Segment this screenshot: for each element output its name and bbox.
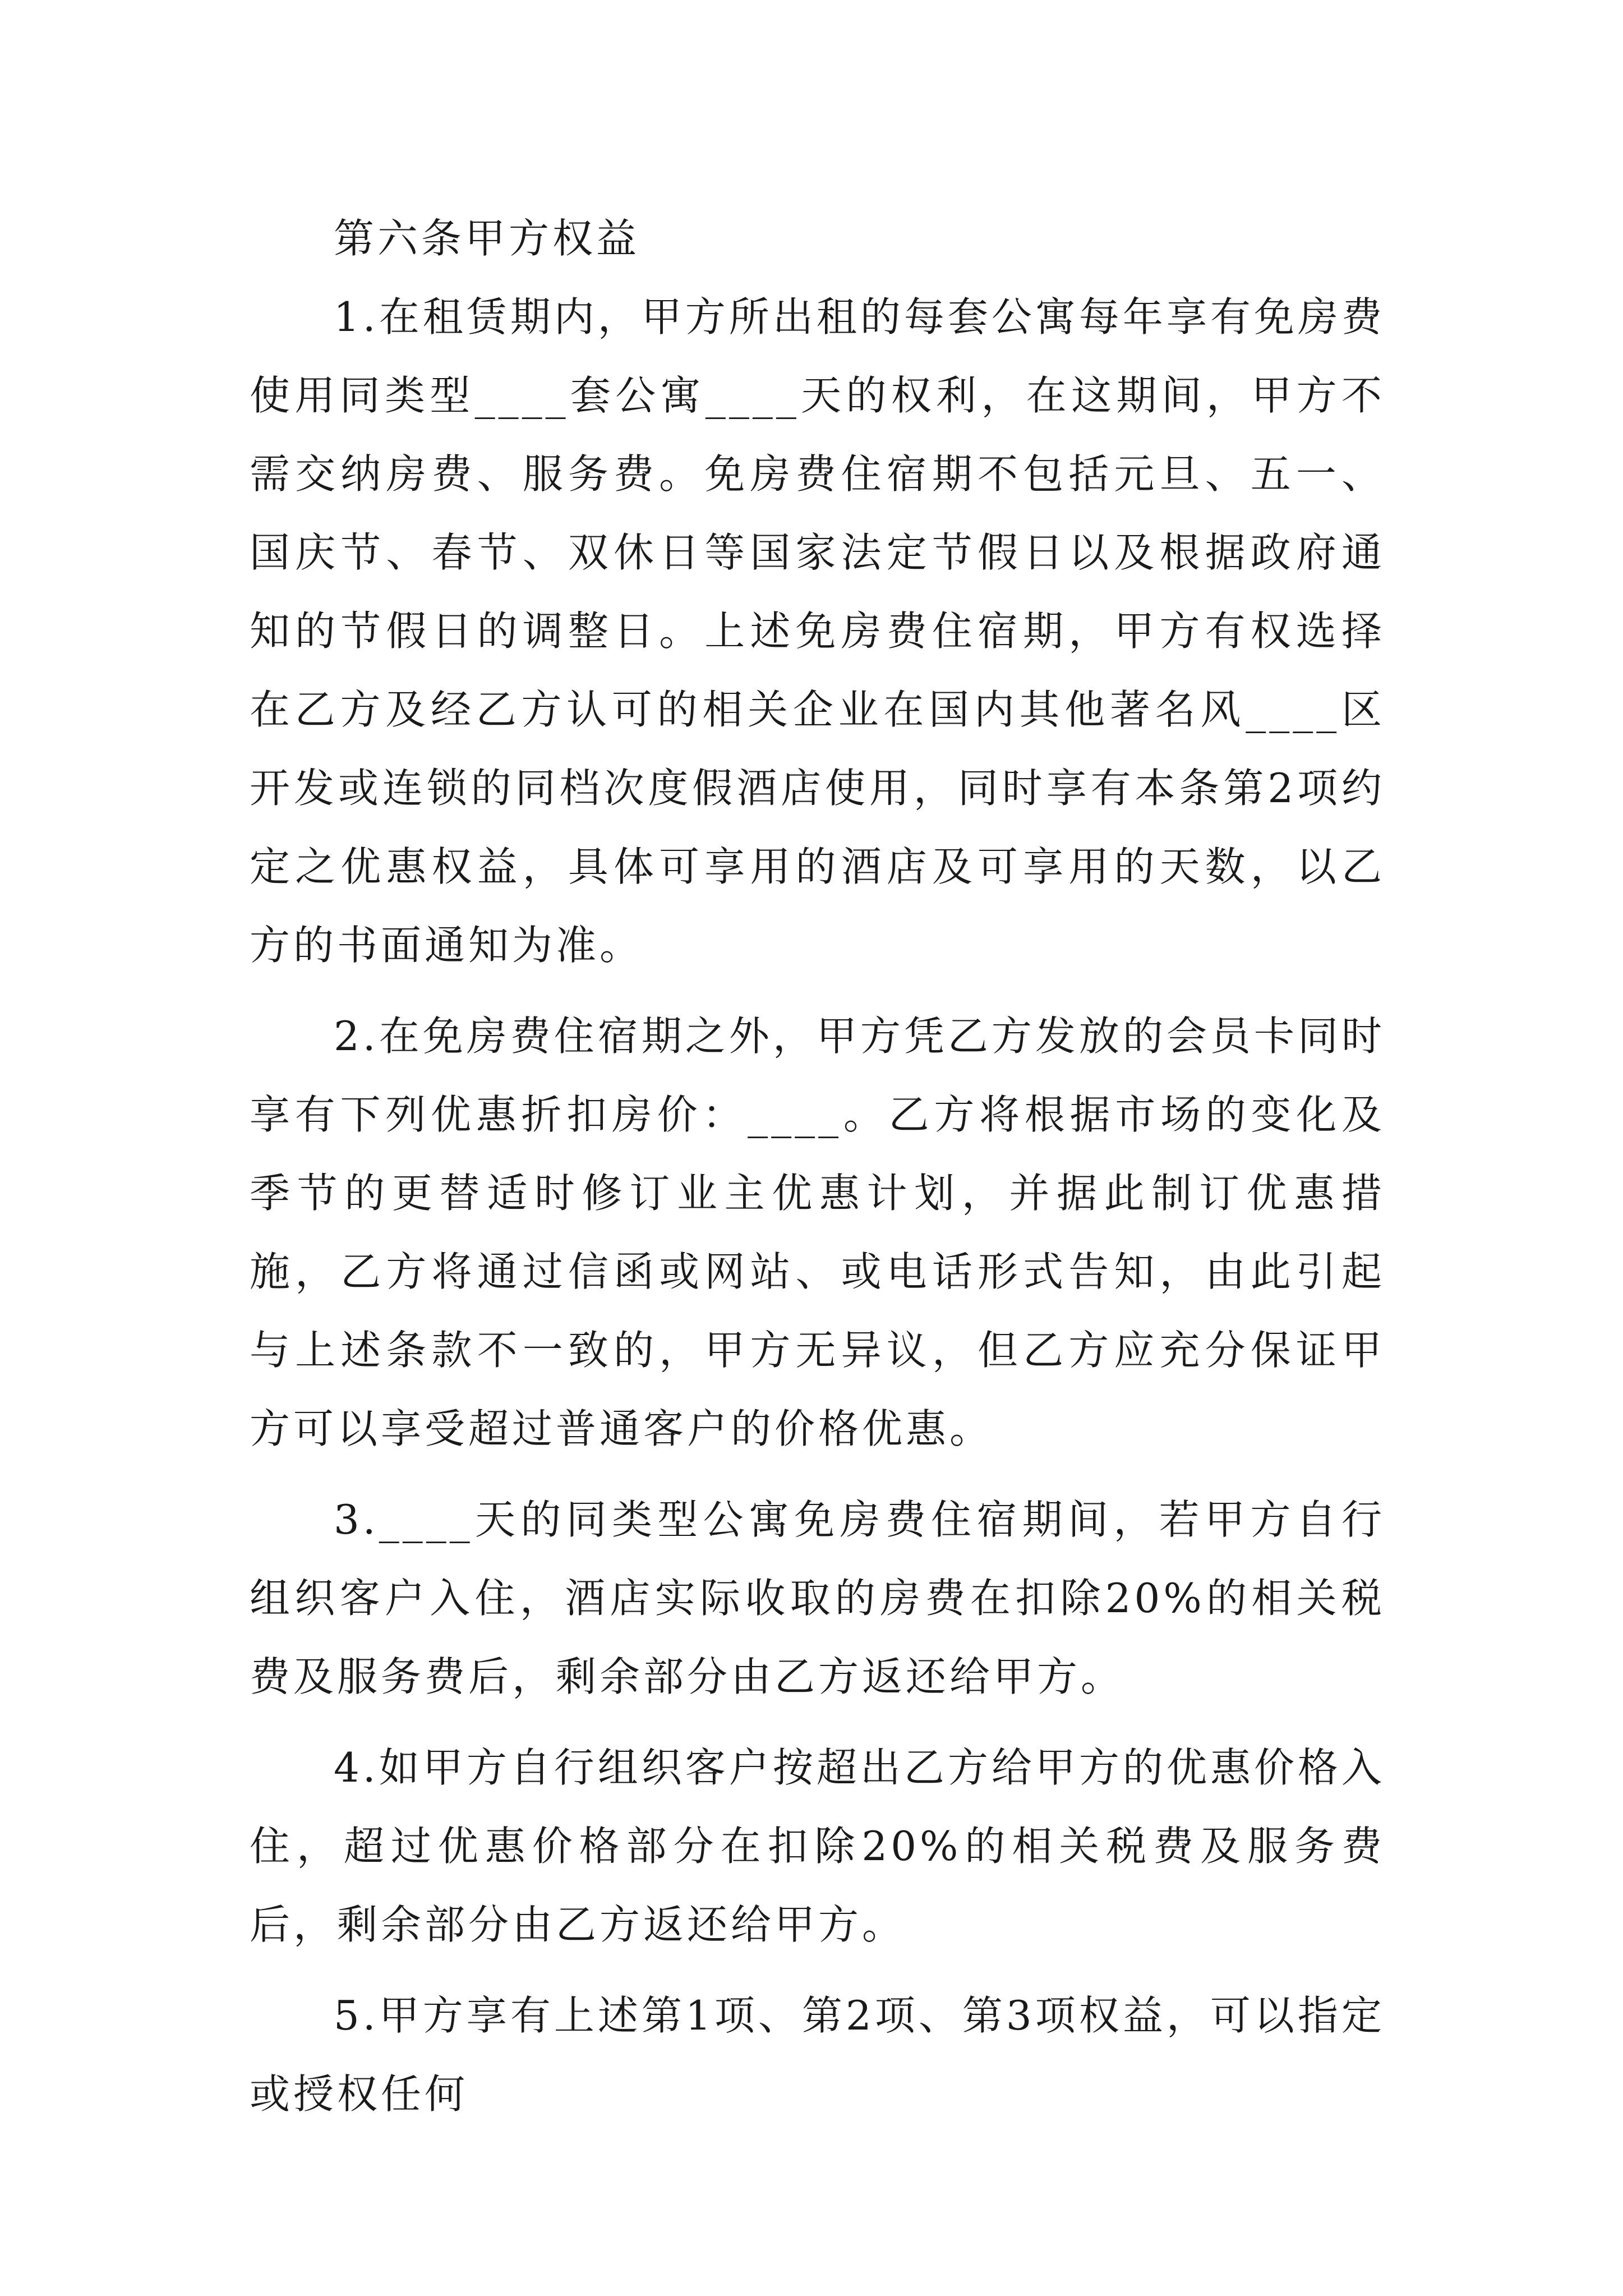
clause-3: 3.____天的同类型公寓免房费住宿期间，若甲方自行组织客户入住，酒店实际收取的房费在扣除20%的相关税费及服务费后，剩余部分由乙方返还给甲方。 bbox=[250, 1496, 1385, 1700]
document-body bbox=[250, 199, 1385, 2133]
clause-2: 2.在免房费住宿期之外，甲方凭乙方发放的会员卡同时享有下列优惠折扣房价：____。乙方将根据市场的变化及季节的更替适时修订业主优惠计划，并据此制订优惠措施，乙方将通过信函或网站、或电话形式告知，由此引起与上述条款不一致的，甲方无异议，但乙方应充分保证甲方可以享受超过普通客户的价格优惠。 bbox=[250, 1013, 1385, 1452]
clause-4: 4.如甲方自行组织客户按超出乙方给甲方的优惠价格入住，超过优惠价格部分在扣除20%的相关税费及服务费后，剩余部分由乙方返还给甲方。 bbox=[250, 1744, 1385, 1948]
clause-5: 5.甲方享有上述第1项、第2项、第3项权益，可以指定或授权任何 bbox=[250, 1992, 1385, 2118]
clause-1: 1.在租赁期内，甲方所出租的每套公寓每年享有免房费使用同类型____套公寓____天的权利，在这期间，甲方不需交纳房费、服务费。免房费住宿期不包括元旦、五一、国庆节、春节、双休日等国家法定节假日以及根据政府通知的节假日的调整日。上述免房费住宿期，甲方有权选择在乙方及经乙方认可的相关企业在国内其他著名风____区开发或连锁的同档次度假酒店使用，同时享有本条第2项约定之优惠权益，具体可享用的酒店及可享用的天数，以乙方的书面通知为准。 bbox=[250, 293, 1385, 969]
article-heading: 第六条甲方权益 bbox=[334, 215, 640, 262]
